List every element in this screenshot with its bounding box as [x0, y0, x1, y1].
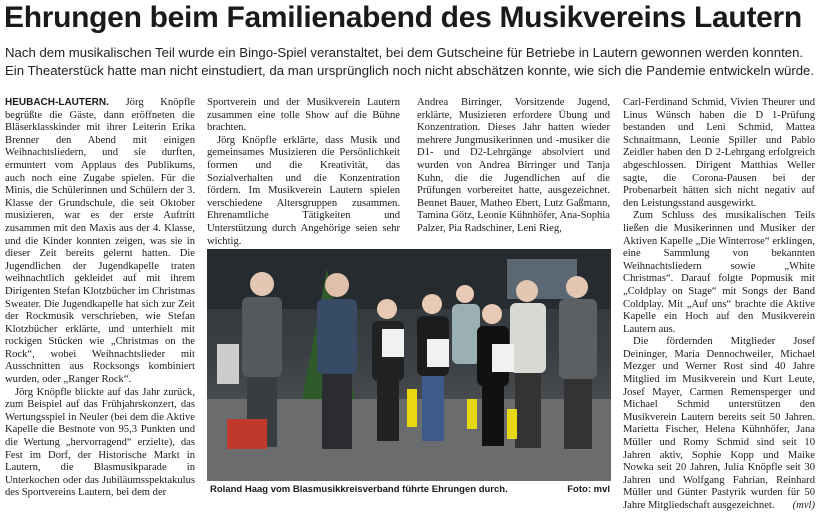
column-2-paragraph-2: Jörg Knöpfle erklärte, dass Musik und gemeinsames Musizieren die Persönlichkeit formen und die Kreativität, das Sozialverhalten und die Konzentration fördern. Im Musikverein Lautern spielen verschiedene Altersgruppen zusammen. Ehrenamtliche Tätigkeiten und Unterstützung durch Angehörige seien sehr wichtig. — [207, 134, 400, 247]
author-signature: (mvl) — [792, 500, 815, 511]
column-4-paragraph-2: Zum Schluss des musikalischen Teils ließen die Musikerinnen und Musiker der Aktiven Kapelle „Die Winterrose“ erklingen, eine Sammlung von bekannten Weihnachtsliedern sowie „White Christmas“. Darauf folgte Popmusik mit „Coldplay on Stage“ mit Songs der Band Coldplay. Mit „Auf uns“ brachte die Aktive Kapelle ein Hoch auf den Musikverein Lautern aus. — [623, 210, 815, 335]
caption-text: Roland Haag vom Blasmusikkreisverband führte Ehrungen durch. — [210, 484, 508, 495]
column-2 — [207, 97, 400, 248]
column-3-paragraph-1: Andrea Birringer, Vorsitzende Jugend, erklärte, Musizieren erfordere Übung und Konzentration. Dieses Jahr hatten wieder mehrere Jungmusikerinnen und -musiker die D1- und D2-Lehrgänge absolviert und wurden von Andrea Birringer und Tanja Kuhn, die die Jugendlichen auf die Prüfungen vorbereitet hatte, ausgezeichnet. Bennet Bauer, Matheo Ebert, Lutz Gaßmann, Tamina Götz, Leonie Kühnhöfer, Ana-Sophia Palzer, Pia Radschiner, Leni Rieg, — [417, 97, 610, 234]
stand — [217, 344, 239, 384]
group-photo-illustration — [207, 249, 611, 481]
column-4-paragraph-3: Die fördernden Mitglieder Josef Deininger, Maria Dennochweiler, Michael Mezger und Werner Rost sind 40 Jahre Mitglied im Musikverein und Kurt Leute, Josef Mayer, Carmen Remensperger und Michael Schmid unterstützen den Musikverein Lautern bereits seit 50 Jahren. Marietta Fischer, Helena Kühnhöfer, Jana Müller und Romy Schmid sind seit 10 Jahren aktiv, Sophie Kopp und Maike Nowka seit 20 Jahren, Julia Knöpfle seit 30 Jahren und Wolfgang Fahrian, Reinhard Müller und Günter Pastyrik wurden für 50 Jahre Mitgliedschaft ausgezeichnet. (mvl) — [623, 336, 815, 511]
person — [559, 276, 597, 449]
lead-paragraph: Nach dem musikalischen Teil wurde ein Bingo-Spiel veranstaltet, bei dem Gutscheine für Betriebe in Lautern gewonnen werden konnten. Ein Theaterstück hatte man nicht einstudiert, da man ursprünglich noch nicht abschätzen konnte, wie sich die Pandemie entwickeln würde. — [5, 45, 815, 78]
person — [317, 273, 357, 449]
dateline: HEUBACH-LAUTERN. — [5, 97, 109, 108]
column-4-paragraph-1: Carl-Ferdinand Schmid, Vivien Theurer und Linus Wünsch haben die D 1-Prüfung bestanden und Leni Schmid, Mattea Schnaitmann, Leonie Spiller und Pablo Zeidler haben den D 2-Lehrgang erfolgreich abgeschlossen. Dirigent Matthias Weller sagte, die Corona-Pausen bei der Probenarbeit hätten sich nicht negativ auf den Leistungsstand ausgewirkt. — [623, 97, 815, 209]
group-photo — [207, 249, 611, 481]
column-1-paragraph-2: Jörg Knöpfle blickte auf das Jahr zurück, zum Beispiel auf das Frühjahrskonzert, das Wertungsspiel in Neuler (bei dem die Aktive Kapelle die Bestnote von 95,3 Punkten und die Wertung „hervorragend“ erzielte), das Fest im Dorf, der Historische Markt in Lautern, die Blasmusikparade in Unterkochen oder das Jubiläumsspektakulus des Sportvereins Lautern, bei dem der — [5, 386, 195, 499]
photo-credit: Foto: mvl — [567, 484, 610, 495]
column-2-paragraph-1: Sportverein und der Musikverein Lautern zusammen eine tolle Show auf die Bühne brachten. — [207, 97, 400, 134]
column-1 — [5, 97, 195, 500]
column-1-paragraph-1: HEUBACH-LAUTERN. Jörg Knöpfle begrüßte die Gäste, dann eröffneten die Bläserklasskinder mit ihrer Leiterin Erika Brenner den Abend mit einigen Weihnachtsliedern, und sie durften, ermuntert vom Applaus des Publikums, auch noch eine Zugabe spielen. Für die Minis, die Schülerinnen und Schülern der 3. Klasse der Grundschule, die seit Oktober musizieren, war es der erste Auftritt zusammen mit den Maxis aus der 4. Klasse, und die Kinder konnten zeigen, was sie in dieser Zeit bereits gelernt hatten. Die Jugendlichen der Jugendkapelle traten weihnachtlich gekleidet auf mit ihrem Dirigenten Stefan Klotzbücher im Christmas Sweater. Die Jugendkapelle hat sich zur Zeit der Rockmusik verschrieben, wie Stefan Klotzbücher erklärte, und unterhielt mit rockigen Stücken wie „Christmas on the Rock“, wobei Weihnachtslieder mit Ausschnitten aus Rocksongs kombiniert wurden, oder „Ranger Rock“. — [5, 97, 195, 386]
red-gift-bag — [227, 419, 267, 449]
photo-caption — [210, 484, 610, 495]
column-3 — [417, 97, 610, 236]
headline: Ehrungen beim Familienabend des Musikvereins Lautern — [4, 1, 802, 34]
column-4 — [623, 97, 815, 513]
